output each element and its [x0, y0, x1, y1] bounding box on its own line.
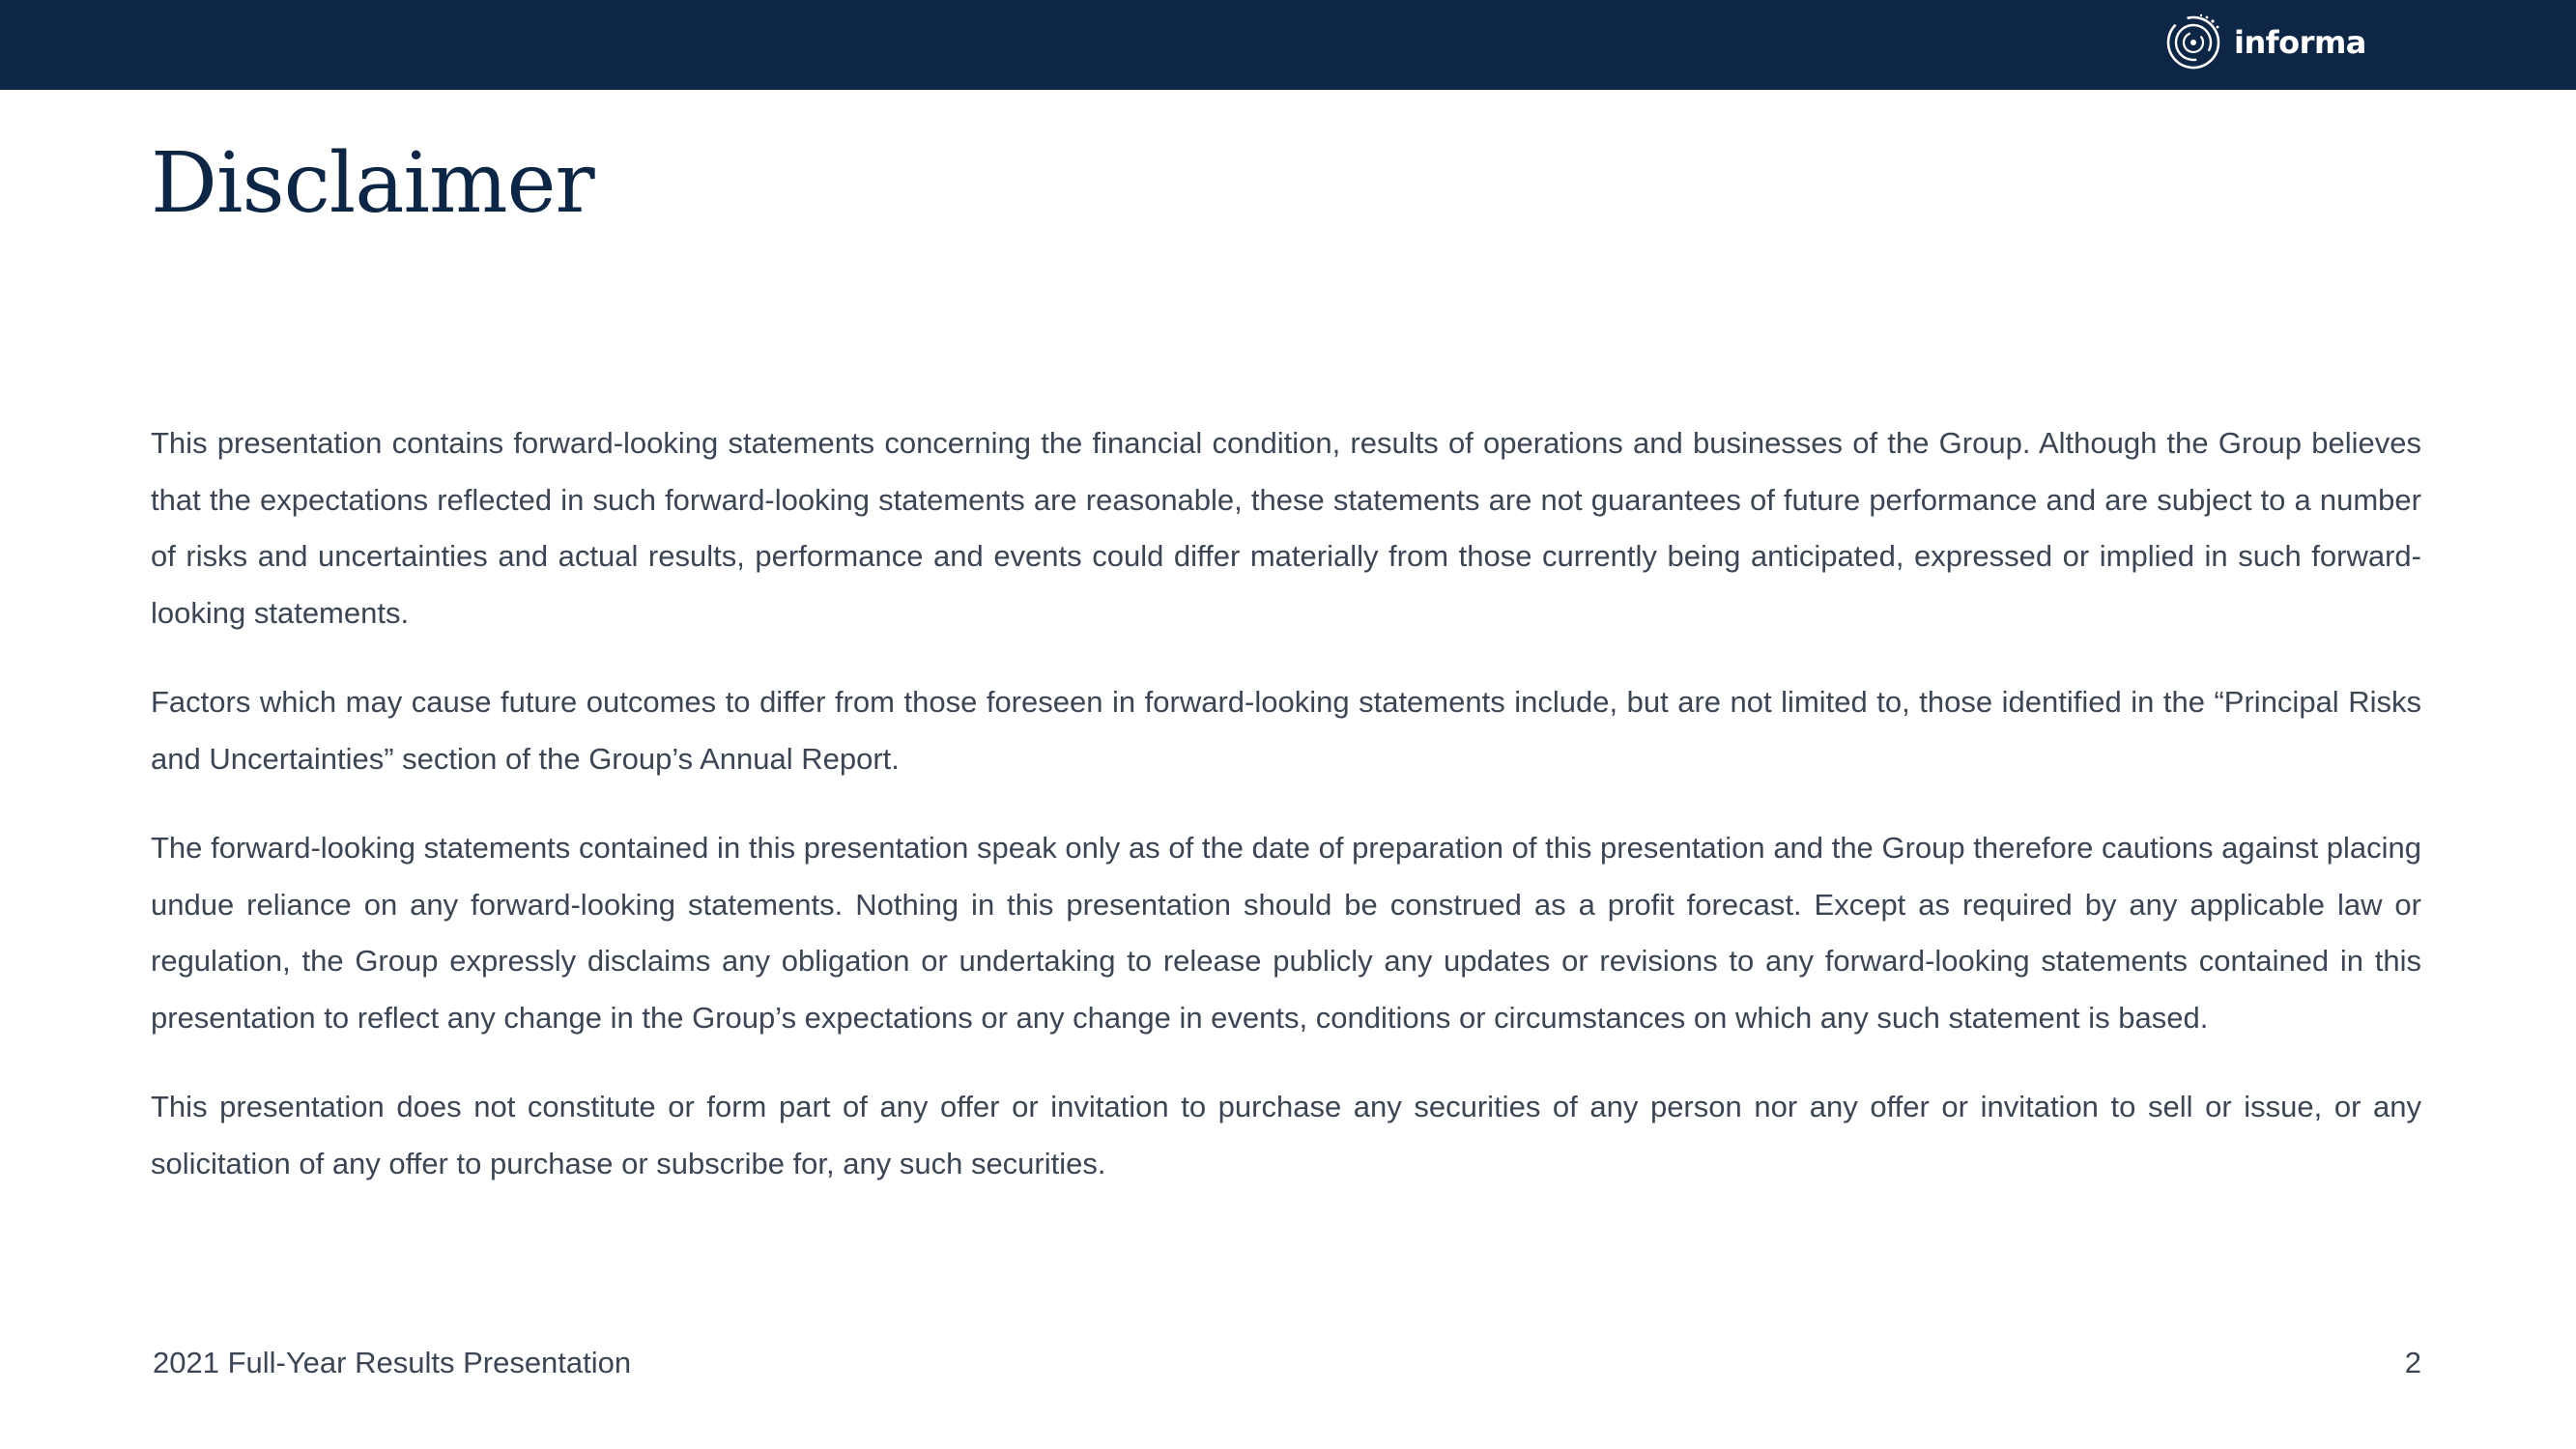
slide-title: Disclaimer	[151, 135, 594, 232]
disclaimer-paragraph: This presentation does not constitute or form part of any offer or invitation to purchase any securities of any person nor any offer or invitation to sell or issue, or any solicitation of any offer to purchase or subscribe for, any such securities.	[151, 1090, 2421, 1180]
footer-presentation-title: 2021 Full-Year Results Presentation	[153, 1346, 632, 1379]
disclaimer-paragraph: Factors which may cause future outcomes to differ from those foreseen in forward-looking statements include, but are not limited to, those identified in the “Principal Risks and Uncertainties” section of the Group’s Annual Report.	[151, 685, 2421, 776]
disclaimer-paragraph: This presentation contains forward-looking statements concerning the financial condition, results of operations and businesses of the Group. Although the Group believes that the expectations reflected in such forward-looking statements are reasonable, these statements are not guarantees of future performance and are subject to a number of risks and uncertainties and actual results, performance and events could differ materially from those currently being anticipated, expressed or implied in such forward-looking statements.	[151, 426, 2421, 630]
logo-wordmark: informa	[2234, 24, 2366, 61]
disclaimer-body	[151, 415, 2421, 1225]
informa-spiral-logo-icon	[2164, 14, 2222, 71]
disclaimer-paragraph: The forward-looking statements contained in this presentation speak only as of the date of preparation of this presentation and the Group therefore cautions against placing undue reliance on any forward-looking statements. Nothing in this presentation should be construed as a profit forecast. Except as required by any applicable law or regulation, the Group expressly disclaims any obligation or undertaking to release publicly any updates or revisions to any forward-looking statements contained in this presentation to reflect any change in the Group’s expectations or any change in events, conditions or circumstances on which any such statement is based.	[151, 831, 2421, 1035]
header-bar	[0, 0, 2576, 90]
page-number: 2	[2404, 1346, 2421, 1379]
brand-logo	[2164, 14, 2366, 71]
